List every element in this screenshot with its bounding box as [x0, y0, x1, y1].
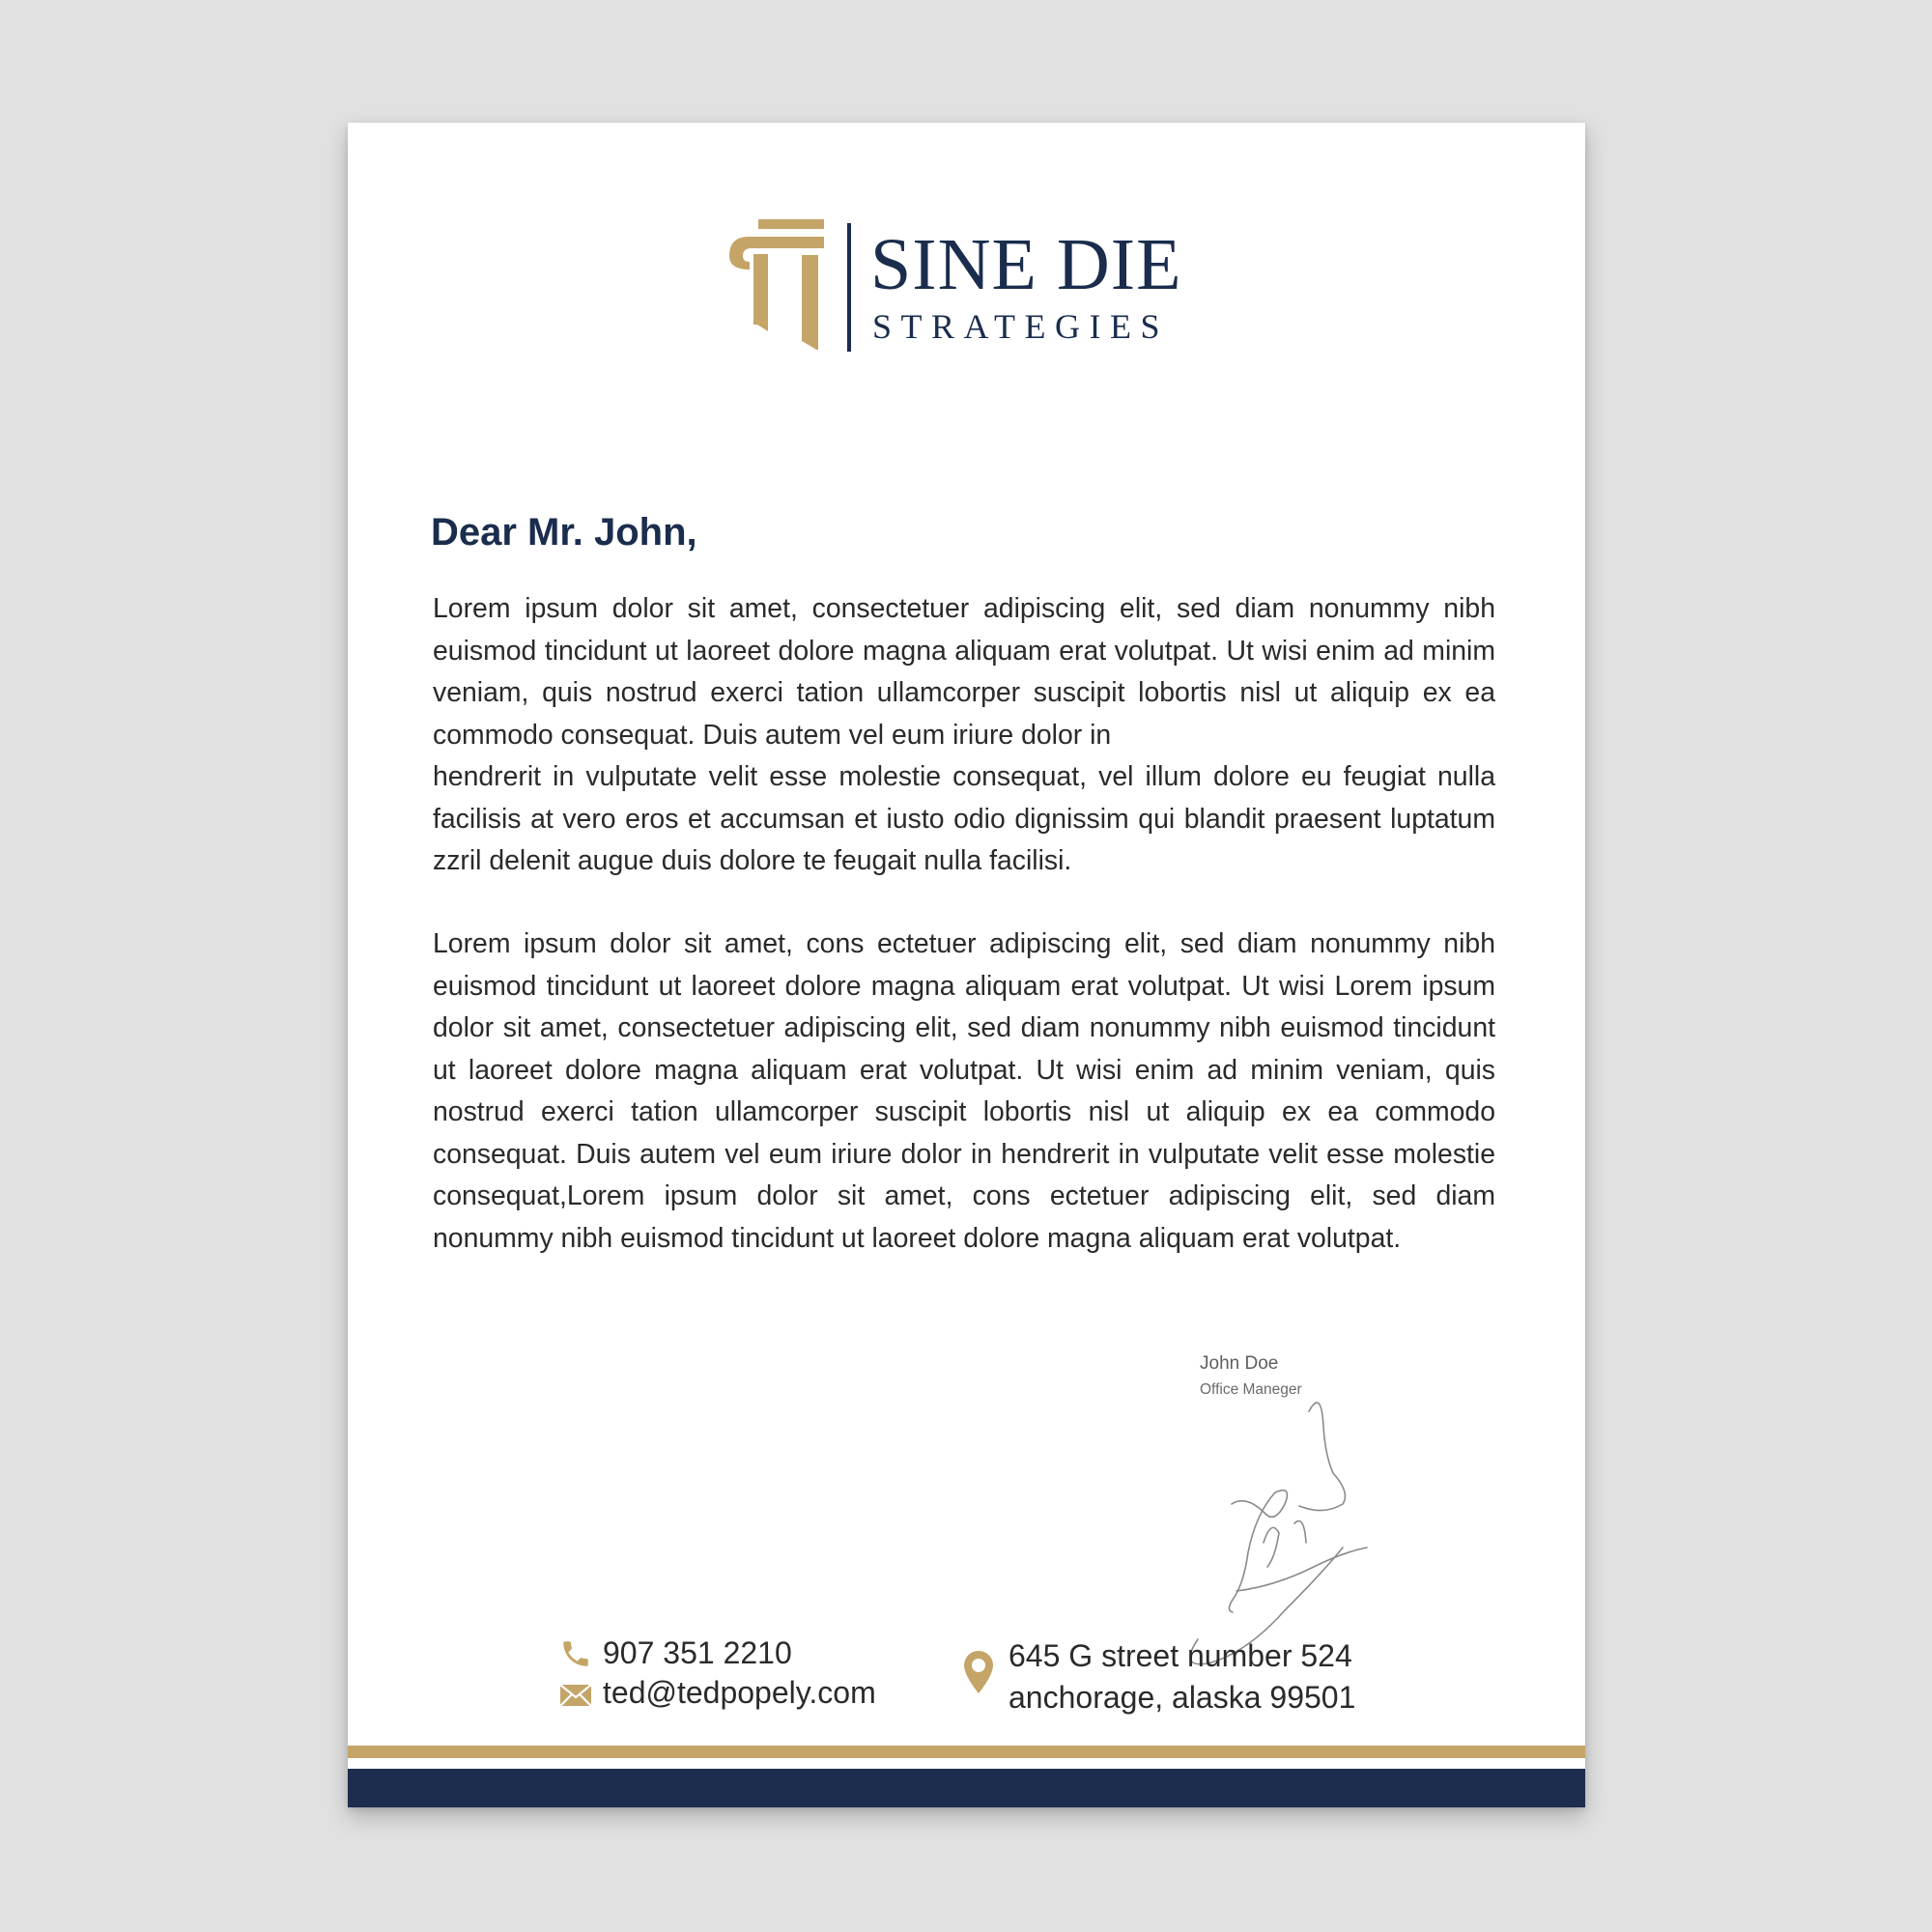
company-tagline: STRATEGIES	[872, 307, 1170, 346]
pillar-logo-icon	[720, 219, 836, 350]
signatory-title: Office Maneger	[1200, 1381, 1302, 1398]
location-pin-icon	[964, 1651, 993, 1693]
email-address: ted@tedpopely.com	[603, 1675, 876, 1710]
company-logo	[720, 219, 1222, 355]
letter-paragraph-2: Lorem ipsum dolor sit amet, cons ectetuer adipiscing elit, sed diam nonummy nibh euismod tincidunt ut laoreet dolore magna aliquam erat volutpat. Ut wisi Lorem ipsum dolor sit amet, consectetuer adipiscing elit, sed diam nonummy nibh euismod tincidunt ut laoreet dolore magna aliquam erat volutpat. Ut wisi enim ad minim veniam, quis nostrud exerci tation ullamcorper suscipit lobortis nisl ut aliquip ex ea commodo consequat. Duis autem vel eum iriure dolor in hendrerit in vulputate velit esse molestie consequat,Lorem ipsum dolor sit amet, cons ectetuer adipiscing elit, sed diam nonummy nibh euismod tincidunt ut laoreet dolore magna aliquam erat volutpat.	[433, 928, 1495, 1254]
phone-icon	[559, 1637, 592, 1670]
phone-number: 907 351 2210	[603, 1635, 792, 1670]
letter-salutation: Dear Mr. John,	[431, 511, 697, 554]
signatory-name: John Doe	[1200, 1353, 1279, 1374]
letter-paragraph-1: Lorem ipsum dolor sit amet, consectetuer adipiscing elit, sed diam nonummy nibh euismod tincidunt ut laoreet dolore magna aliquam erat volutpat. Ut wisi enim ad minim veniam, quis nostrud exerci tation ullamcorper suscipit lobortis nisl ut aliquip ex ea commodo consequat. Duis autem vel eum iriure dolor in hendrerit in vulputate velit esse molestie consequat, vel illum dolore eu feugiat nulla facilisis at vero eros et accumsan et iusto odio dignissim qui blandit praesent luptatum zzril delenit augue duis dolore te feugait nulla facilisi.	[433, 593, 1495, 876]
letterhead-page	[348, 123, 1585, 1807]
address-line-2: anchorage, alaska 99501	[1009, 1680, 1356, 1715]
footer-navy-stripe	[348, 1769, 1585, 1807]
mail-icon	[559, 1684, 592, 1707]
footer-gold-stripe	[348, 1746, 1585, 1758]
logo-divider	[847, 223, 851, 352]
address-line-1: 645 G street number 524	[1009, 1638, 1352, 1673]
company-name: SINE DIE	[870, 224, 1182, 305]
